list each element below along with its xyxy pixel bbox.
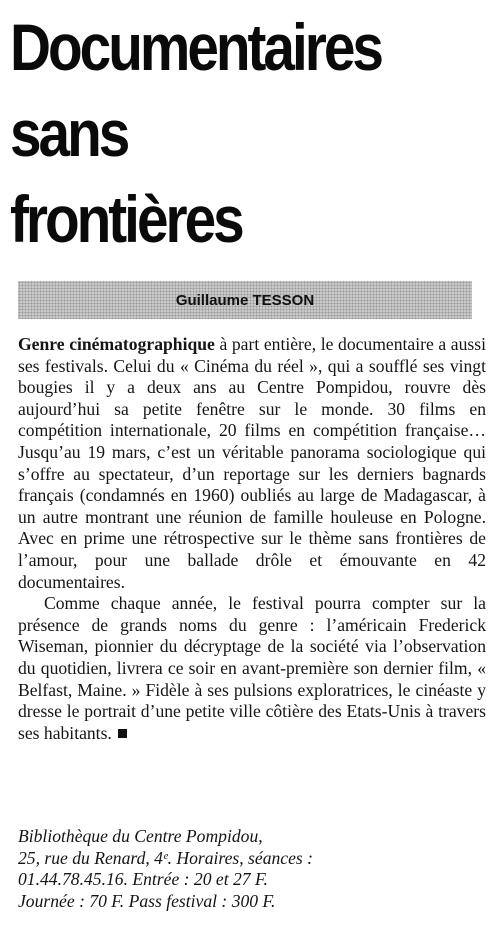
info-line-3: 01.44.78.45.16. Entrée : 20 et 27 F. [18,869,268,890]
info-line-1: Bibliothèque du Centre Pompidou, [18,826,263,846]
headline-line-2: sans [10,96,128,170]
byline-bar [18,281,472,319]
paragraph-1-text: à part entière, le documentaire a aussi ses festivals. Celui du « Cinéma du réel », qui a soufflé ses vingt bougies il y a deux ans au Centre Pompidou, rouvre dès aujourd’hui sa petite fenêtre sur le monde. 30 films en compétition internationale, 20 films en compétition française… Jusqu’au 19 mars, c’est un véritable panorama sociologique qui s’offre au spectateur, d’un reportage sur les derniers bagnards français (condamnés en 1960) oubliés au large de Madagascar, à un autre montrant une réunion de famille houleuse en Pologne. Avec en prime une rétrospective sur le thème sans frontières de l’amour, pour une ballade drôle et émouvante en 42 documentaires. [18,334,486,592]
article-body [18,334,486,744]
byline-author: Guillaume TESSON [175,291,315,309]
info-line-4: Journée : 70 F. Pass festival : 300 F. [18,890,276,911]
lead-in: Genre cinématographique [18,334,215,354]
paragraph-2 [18,593,486,744]
paragraph-1 [18,334,486,593]
headline [10,4,427,262]
paragraph-2-text: Comme chaque année, le festival pourra compter sur la présence de grands noms du genre : l’américain Frederick Wiseman, pionnier du décryptage de la société via l’observation du quotidien, livrera ce soir en avant-première son dernier film, « Belfast, Maine. » Fidèle à ses pulsions exploratrices, le cinéaste y dresse le portrait d’une petite ville côtière des Etats-Unis à travers ses habitants. [18,593,486,743]
headline-line-3: frontières [10,182,242,256]
end-of-article-square-icon [118,729,127,738]
headline-line-1: Documentaires [10,10,381,84]
practical-info [18,826,488,912]
info-line-2: 25, rue du Renard, 4ᵉ. Horaires, séances : [18,847,314,868]
